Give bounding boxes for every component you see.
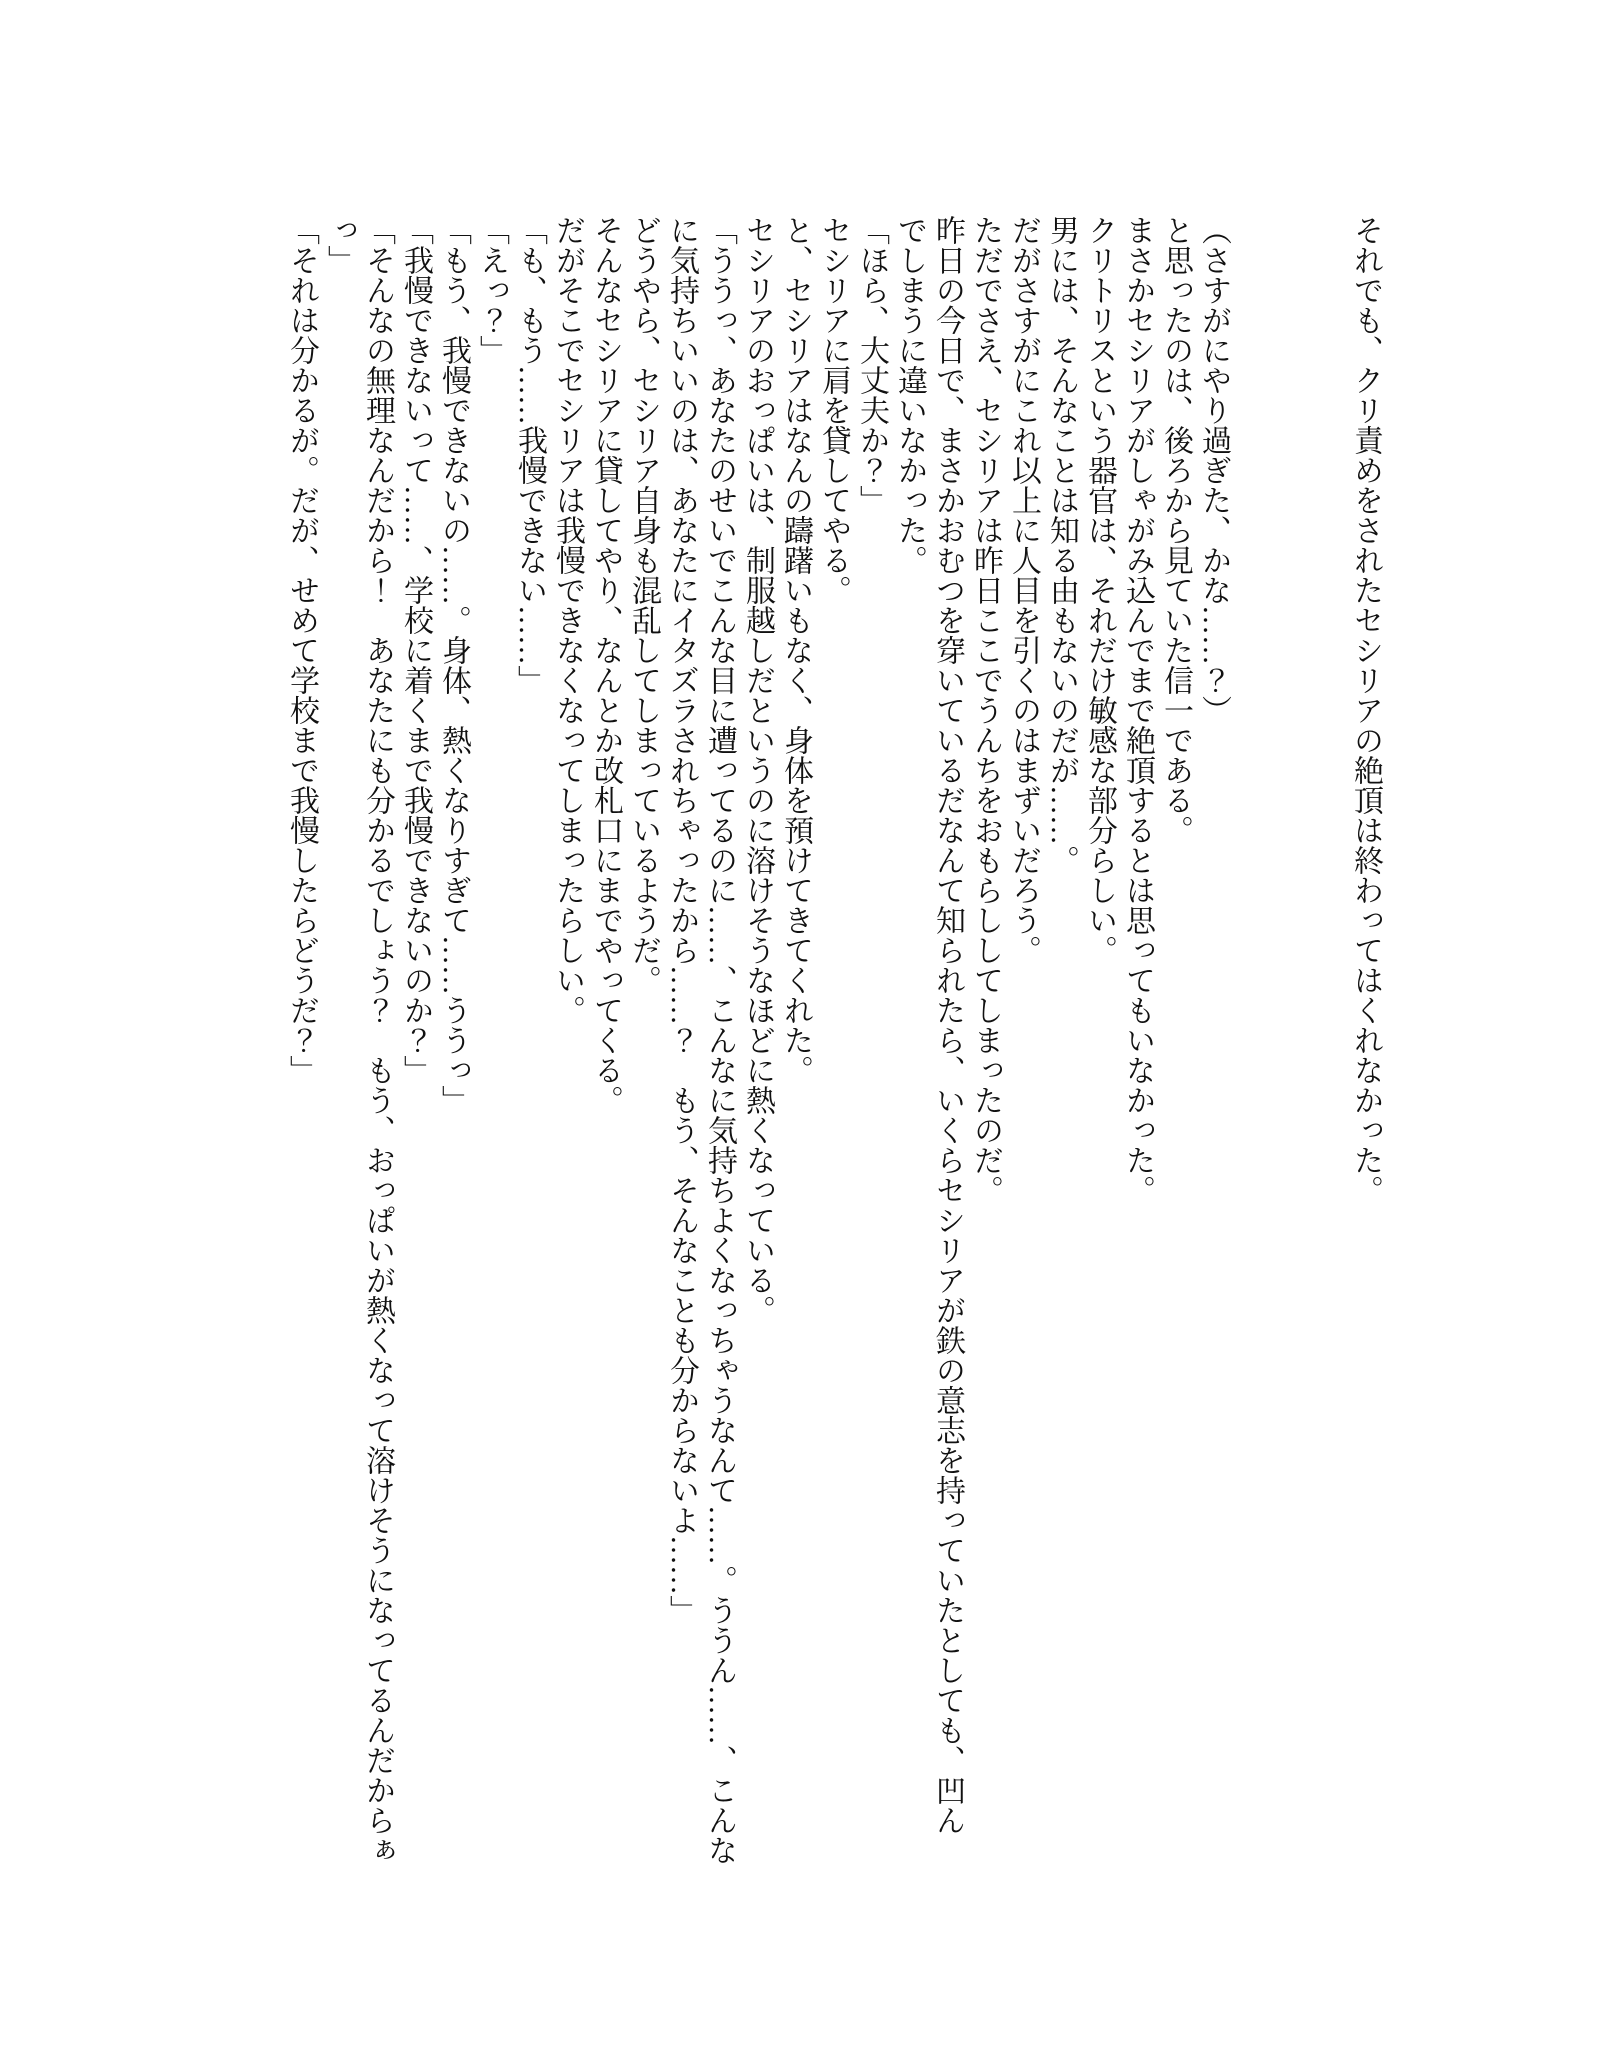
text-line: （さすがにやり過ぎた、かな……？） <box>1197 215 1230 725</box>
text-line: と思ったのは、後ろから見ていた信一である。 <box>1159 215 1192 845</box>
vertical-text-block <box>282 215 1384 1880</box>
text-line: っ」 <box>323 215 356 275</box>
text-line: 「そんなの無理なんだから！ あなたにも分かるでしょう？ もう、おっぱいが熱くなって溶けそうになってるんだからぁ <box>361 215 394 1865</box>
text-line: クリトリスという器官は、それだけ敏感な部分らしい。 <box>1083 215 1116 965</box>
text-line: 「ほら、大丈夫か？」 <box>855 215 888 515</box>
text-line: 「も、もう……我慢できない……」 <box>513 215 546 695</box>
text-line: だがさすがにこれ以上に人目を引くのはまずいだろう。 <box>1007 215 1040 965</box>
text-line: 「それは分かるが。だが、せめて学校まで我慢したらどうだ？」 <box>285 215 318 1085</box>
text-line: 男には、そんなことは知る由もないのだが……。 <box>1045 215 1078 875</box>
text-line: どうやら、セシリア自身も混乱してしまっているようだ。 <box>627 215 660 995</box>
text-line: だがそこでセシリアは我慢できなくなってしまったらしい。 <box>551 215 584 1025</box>
text-line: そんなセシリアに貸してやり、なんとか改札口にまでやってくる。 <box>589 215 622 1115</box>
text-line: それでも、クリ責めをされたセシリアの絶頂は終わってはくれなかった。 <box>1349 215 1382 1205</box>
text-line: まさかセシリアがしゃがみ込んでまで絶頂するとは思ってもいなかった。 <box>1121 215 1154 1205</box>
text-line: セシリアのおっぱいは、制服越しだというのに溶けそうなほどに熱くなっている。 <box>741 215 774 1325</box>
text-line: セシリアに肩を貸してやる。 <box>817 215 850 605</box>
text-line: 「えっ？」 <box>475 215 508 365</box>
text-line: 「我慢できないって……、学校に着くまで我慢できないのか？」 <box>399 215 432 1085</box>
text-line: 「もう、我慢できないの……。身体、熱くなりすぎて……ううっ」 <box>437 215 470 1115</box>
blank-line <box>1232 215 1270 1880</box>
blank-line <box>1270 215 1308 1880</box>
text-line: に気持ちいいのは、あなたにイタズラされちゃったから……？ もう、そんなことも分からないよ……」 <box>665 215 698 1625</box>
text-line: 「ううっ、あなたのせいでこんな目に遭ってるのに……、こんなに気持ちよくなっちゃうなんて……。ううん……、こんな <box>703 215 736 1865</box>
blank-line <box>1308 215 1346 1880</box>
text-line: でしまうに違いなかった。 <box>893 215 926 575</box>
text-line: と、セシリアはなんの躊躇いもなく、身体を預けてきてくれた。 <box>779 215 812 1085</box>
text-line: ただでさえ、セシリアは昨日ここでうんちをおもらししてしまったのだ。 <box>969 215 1002 1205</box>
text-line: 昨日の今日で、まさかおむつを穿いているだなんて知られたら、いくらセシリアが鉄の意志を持っていたとしても、凹ん <box>931 215 964 1835</box>
